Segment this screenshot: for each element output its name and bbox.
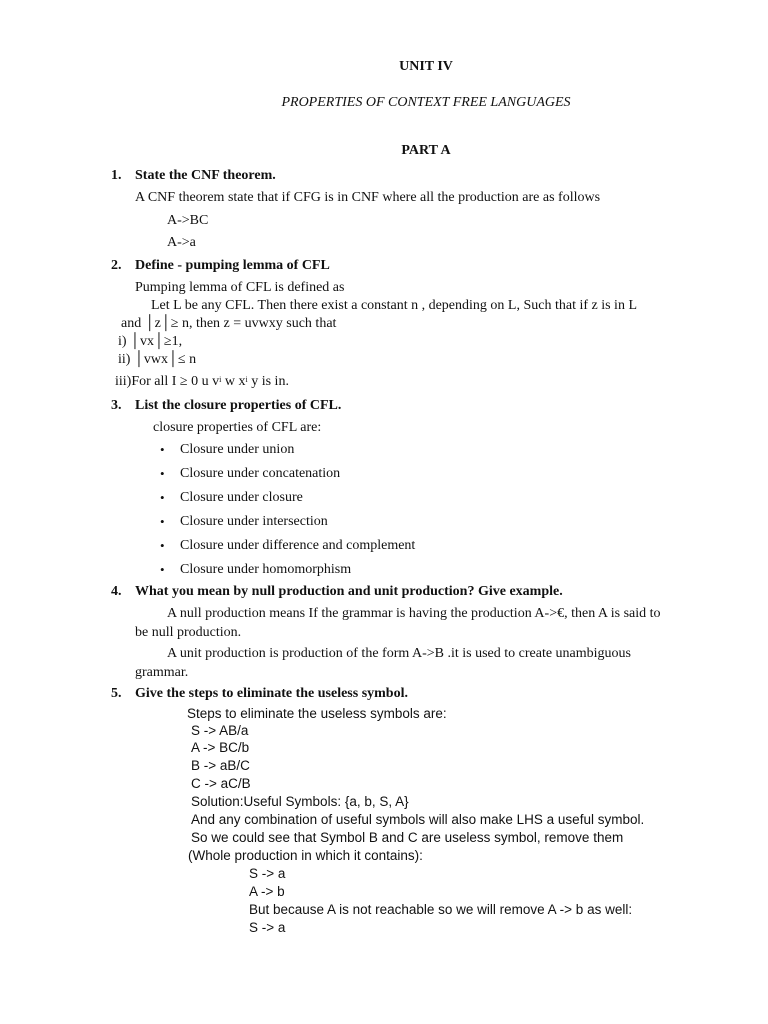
grammar-rule: S -> a — [249, 866, 286, 881]
question-text: List the closure properties of CFL. — [135, 398, 342, 413]
question-2 — [111, 258, 330, 274]
question-number: 3. — [111, 398, 122, 413]
list-item: • Closure under intersection — [180, 514, 328, 530]
grammar-rule: B -> aB/C — [191, 758, 250, 773]
list-item: • Closure under homomorphism — [180, 562, 351, 578]
solution-line: Solution:Useful Symbols: {a, b, S, A} — [191, 794, 409, 809]
document-subtitle: PROPERTIES OF CONTEXT FREE LANGUAGES — [281, 95, 571, 110]
unit-production-line-1: A unit production is production of the form A->B .it is used to create unambiguous — [167, 646, 631, 661]
list-item: • Closure under union — [180, 442, 294, 458]
unit-production-line-2: grammar. — [135, 665, 189, 680]
closure-intro: closure properties of CFL are: — [153, 420, 322, 435]
question-text: Give the steps to eliminate the useless symbol. — [135, 686, 408, 701]
solution-line: And any combination of useful symbols will also make LHS a useful symbol. — [191, 812, 645, 827]
pumping-line-1: Let L be any CFL. Then there exist a constant n , depending on L, Such that if z is in L — [151, 298, 638, 313]
cnf-rule-2: A->a — [167, 235, 196, 250]
question-number: 1. — [111, 168, 122, 183]
question-5 — [111, 686, 408, 702]
solution-line: So we could see that Symbol B and C are useless symbol, remove them — [191, 830, 624, 845]
pumping-intro: Pumping lemma of CFL is defined as — [135, 280, 345, 295]
grammar-rule: C -> aC/B — [191, 776, 251, 791]
null-production-line-2: be null production. — [135, 625, 242, 640]
question-number: 4. — [111, 584, 122, 599]
solution-line: But because A is not reachable so we will remove A -> b as well: — [249, 902, 633, 917]
question-text: What you mean by null production and unit production? Give example. — [135, 584, 563, 599]
list-item: • Closure under difference and complement — [180, 538, 415, 554]
question-text: State the CNF theorem. — [135, 168, 276, 183]
steps-intro: Steps to eliminate the useless symbols are: — [187, 706, 447, 721]
grammar-rule: A -> b — [249, 884, 285, 899]
grammar-rule: S -> AB/a — [191, 723, 249, 738]
null-production-line-1: A null production means If the grammar is having the production A->€, then A is said to — [167, 606, 661, 621]
pumping-condition-2: ii) │vwx│≤ n — [118, 352, 197, 367]
cnf-rule-1: A->BC — [167, 213, 209, 228]
grammar-rule: A -> BC/b — [191, 740, 250, 755]
question-3 — [111, 398, 341, 414]
part-heading: PART A — [401, 143, 451, 158]
pumping-condition-3: iii)For all I ≥ 0 u $v^i$ w $x^i$ y is in. — [115, 374, 289, 389]
grammar-rule: S -> a — [249, 920, 286, 935]
question-4 — [111, 584, 563, 600]
pumping-line-2: and │z│≥ n, then z = uvwxy such that — [121, 316, 337, 331]
list-item: • Closure under concatenation — [180, 466, 340, 482]
answer-1-text: A CNF theorem state that if CFG is in CNF where all the production are as follows — [135, 190, 601, 205]
solution-line: (Whole production in which it contains): — [188, 848, 423, 863]
question-text: Define - pumping lemma of CFL — [135, 258, 330, 273]
question-number: 2. — [111, 258, 122, 273]
question-1 — [111, 168, 276, 184]
pumping-condition-1: i) │vx│≥1, — [118, 334, 183, 349]
question-number: 5. — [111, 686, 122, 701]
unit-title: UNIT IV — [399, 59, 453, 74]
list-item: • Closure under closure — [180, 490, 303, 506]
